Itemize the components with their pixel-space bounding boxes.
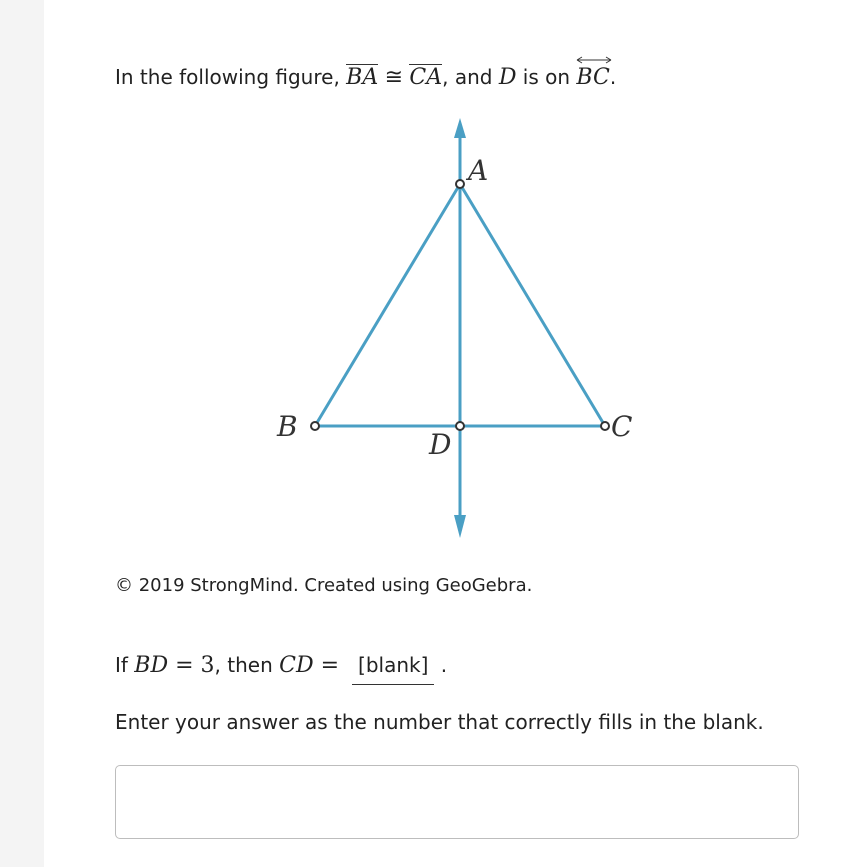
question-eq2: = bbox=[313, 653, 347, 678]
question-cd: CD bbox=[279, 653, 314, 678]
label-d: D bbox=[429, 428, 452, 461]
answer-instruction: Enter your answer as the number that correctly fills in the blank. bbox=[115, 710, 764, 734]
figure-caption: © 2019 StrongMind. Created using GeoGebra. bbox=[115, 575, 533, 596]
arrow-up-icon bbox=[454, 118, 466, 138]
line-bc bbox=[576, 61, 609, 95]
question-then: , then bbox=[214, 653, 280, 677]
arrow-down-icon bbox=[454, 515, 466, 538]
point-a bbox=[456, 180, 464, 188]
question-if: If bbox=[115, 653, 135, 677]
label-c: C bbox=[611, 410, 633, 443]
left-gutter bbox=[0, 0, 44, 867]
point-c bbox=[601, 422, 609, 430]
question-bd: BD bbox=[134, 653, 169, 678]
intro-is-on: is on bbox=[516, 65, 577, 89]
question-line bbox=[115, 648, 447, 685]
question-period: . bbox=[434, 653, 448, 677]
intro-period: . bbox=[609, 65, 617, 89]
double-arrow-icon bbox=[574, 55, 614, 65]
question-eq1: = 3 bbox=[168, 653, 215, 678]
intro-prefix: In the following figure, bbox=[115, 65, 347, 89]
point-d-text: D bbox=[498, 65, 517, 90]
answer-input[interactable] bbox=[115, 765, 799, 839]
side-ab bbox=[315, 184, 460, 426]
label-b: B bbox=[277, 410, 298, 443]
point-b bbox=[311, 422, 319, 430]
blank-placeholder: [blank] bbox=[352, 648, 434, 685]
segment-ca: CA bbox=[409, 61, 442, 95]
congruent-symbol: ≅ bbox=[384, 65, 404, 90]
line-bc-text: BC bbox=[576, 65, 610, 90]
side-ac bbox=[460, 184, 605, 426]
label-a: A bbox=[468, 154, 489, 187]
point-d bbox=[456, 422, 464, 430]
segment-ba: BA bbox=[346, 61, 378, 95]
intro-comma-and: , and bbox=[442, 65, 499, 89]
problem-statement bbox=[115, 60, 616, 95]
geometry-figure bbox=[277, 110, 775, 550]
